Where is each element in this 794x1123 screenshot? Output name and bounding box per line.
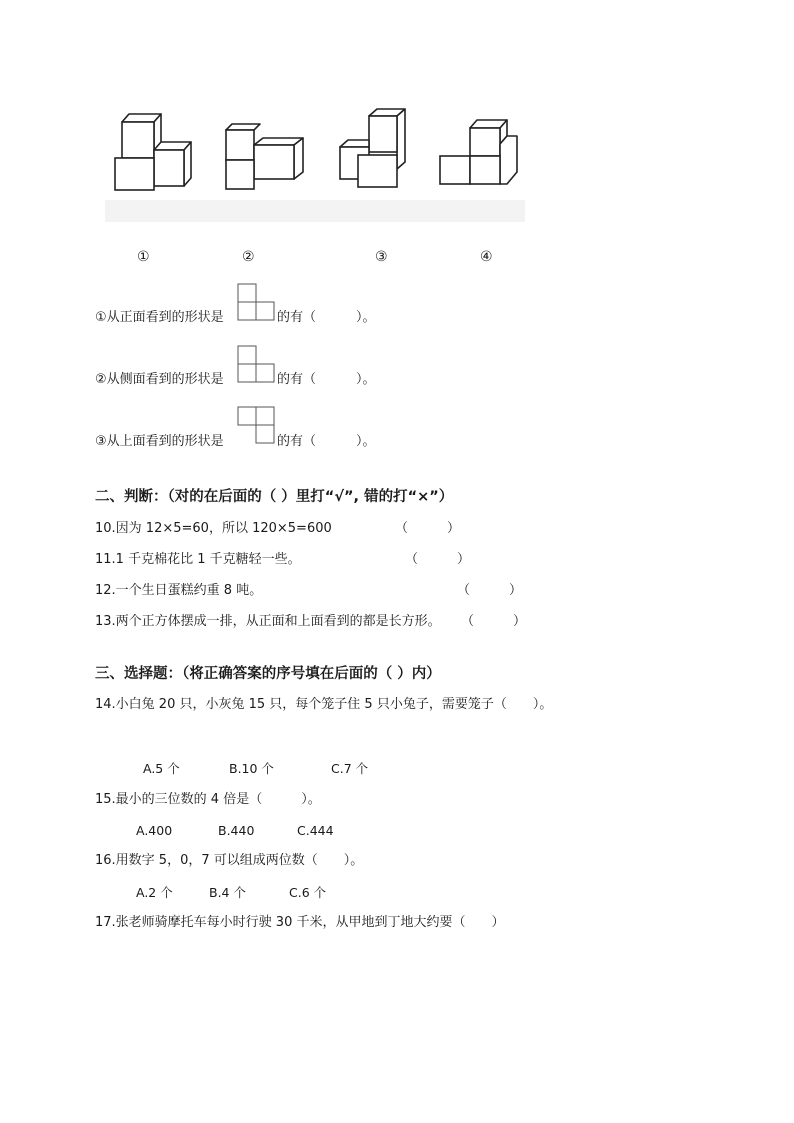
- view-top-close: ）。: [356, 434, 376, 449]
- figure-label-2: ②: [242, 249, 255, 265]
- figure-4-cubes: [440, 120, 517, 184]
- view-question-front: [95, 310, 224, 326]
- question-17: 17.张老师骑摩托车每小时行驶 30 千米，从甲地到丁地大约要（ ）: [95, 915, 505, 930]
- q14-option-c[interactable]: C.7 个: [331, 761, 369, 776]
- figure-label-4: ④: [480, 249, 493, 265]
- figure-label-1: ①: [137, 249, 150, 265]
- question-14: 14.小白兔 20 只，小灰兔 15 只，每个笼子住 5 只小兔子，需要笼子（ ）。: [95, 697, 553, 712]
- view-side-answer: [277, 372, 376, 388]
- view-front-suffix: 的有（: [277, 310, 317, 325]
- figure-3-cubes: [340, 109, 405, 187]
- q16-option-a[interactable]: A.2 个: [136, 885, 173, 900]
- view-front-close: ）。: [356, 310, 376, 325]
- section-2-heading: 二、判断：（对的在后面的（ ）里打“√”, 错的打“×”）: [95, 489, 454, 505]
- view-side-prefix: ②从侧面看到的形状是: [95, 372, 224, 387]
- judgement-item-11: 11.1 千克棉花比 1 千克糖轻一些。: [95, 552, 301, 567]
- judgement-paren-11[interactable]: （ ）: [405, 552, 471, 567]
- view-top-suffix: 的有（: [277, 434, 317, 449]
- top-view-shape-icon: [237, 406, 275, 444]
- figure-1-cubes: [115, 114, 191, 190]
- view-question-side: [95, 372, 224, 388]
- front-view-shape-icon: [237, 283, 275, 321]
- question-15: 15.最小的三位数的 4 倍是（ ）。: [95, 792, 321, 807]
- side-view-shape-icon: [237, 345, 275, 383]
- judgement-paren-13[interactable]: （ ）: [461, 614, 527, 629]
- judgement-paren-10[interactable]: （ ）: [395, 521, 461, 536]
- q15-option-a[interactable]: A.400: [136, 823, 173, 838]
- q15-option-c[interactable]: C.444: [297, 823, 334, 838]
- cube-figures-svg: [95, 100, 535, 230]
- section-3-heading: 三、选择题：（将正确答案的序号填在后面的（ ）内）: [95, 666, 441, 682]
- view-side-close: ）。: [356, 372, 376, 387]
- figure-2-cubes: [226, 124, 303, 189]
- view-front-answer: [277, 310, 376, 326]
- q14-option-a[interactable]: A.5 个: [143, 761, 180, 776]
- view-front-prefix: ①从正面看到的形状是: [95, 310, 224, 325]
- view-question-top: [95, 434, 224, 450]
- judgement-item-10: 10.因为 12×5=60，所以 120×5=600: [95, 521, 332, 536]
- view-side-suffix: 的有（: [277, 372, 317, 387]
- judgement-item-12: 12.一个生日蛋糕约重 8 吨。: [95, 583, 263, 598]
- q15-option-b[interactable]: B.440: [218, 823, 255, 838]
- view-top-prefix: ③从上面看到的形状是: [95, 434, 224, 449]
- figure-label-3: ③: [375, 249, 388, 265]
- view-top-answer: [277, 434, 376, 450]
- cube-figures: [95, 100, 535, 230]
- q16-option-b[interactable]: B.4 个: [209, 885, 246, 900]
- judgement-paren-12[interactable]: （ ）: [457, 583, 523, 598]
- q16-option-c[interactable]: C.6 个: [289, 885, 327, 900]
- judgement-item-13: 13.两个正方体摆成一排，从正面和上面看到的都是长方形。: [95, 614, 441, 629]
- q14-option-b[interactable]: B.10 个: [229, 761, 274, 776]
- question-16: 16.用数字 5，0，7 可以组成两位数（ ）。: [95, 853, 364, 868]
- scan-shadow: [105, 200, 525, 222]
